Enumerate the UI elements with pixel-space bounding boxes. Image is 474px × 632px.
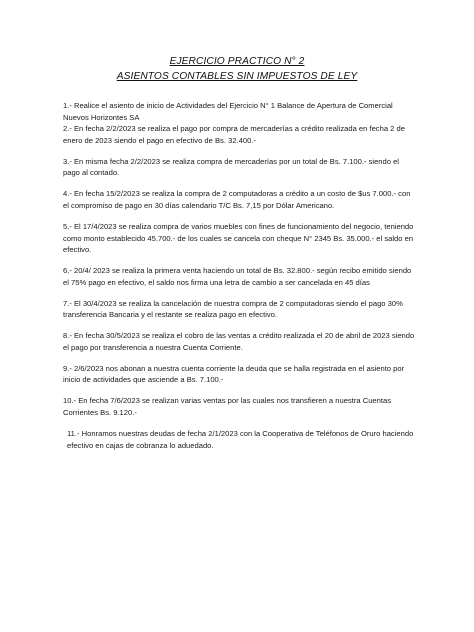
exercise-item-6: 6.- 20/4/ 2023 se realiza la primera venta haciendo un total de Bs. 32.800.- según recibo emitido siendo el 75% pago en efectivo, el saldo nos firma una letra de cambio a ser cancelada en 45 días xyxy=(63,266,412,287)
exercise-item-8: 8.- En fecha 30/5/2023 se realiza el cobro de las ventas a crédito realizada el 20 de abril de 2023 siendo el pago por transferencia a nuestra Cuenta Corriente. xyxy=(63,331,415,352)
exercise-item-4: 4.- En fecha 15/2/2023 se realiza la compra de 2 computadoras a crédito a un costo de $us 7.000.- con el compromiso de pago en 30 días calendario T/C Bs. 7,15 por Dólar Americano. xyxy=(63,189,411,210)
exercise-list xyxy=(63,100,415,461)
document-title-block xyxy=(0,54,474,84)
exercise-item-5: 5.- El 17/4/2023 se realiza compra de varios muebles con fines de funcionamiento del negocio, teniendo como monto establecido 45.700.- de los cuales se cancela con cheque N° 2345 Bs. 35.000.- el saldo en efectivo. xyxy=(63,221,414,255)
exercise-item-9: 9.- 2/6/2023 nos abonan a nuestra cuenta corriente la deuda que se halla registrada en el asiento por inicio de actividades que asciende a Bs. 7.100.- xyxy=(63,363,405,385)
document-title: EJERCICIO PRACTICO N° 2 xyxy=(169,56,305,67)
exercise-item-3: 3.- En misma fecha 2/2/2023 se realiza compra de mercaderías por un total de Bs. 7.100.- siendo el pago al contado. xyxy=(63,156,399,178)
exercise-item-2: 2.- En fecha 2/2/2023 se realiza el pago por compra de mercaderías a crédito realizada en fecha 2 de enero de 2023 siendo el pago en efectivo de Bs. 32.400.- xyxy=(63,124,405,145)
exercise-item-7: 7.- El 30/4/2023 se realiza la cancelación de nuestra compra de 2 computadoras siendo el pago 30% transferencia Bancaria y el restante se realiza pago en efectivo. xyxy=(63,298,403,320)
exercise-item-1: 1.- Realice el asiento de inicio de Actividades del Ejercicio N° 1 Balance de Apertura de Comercial Nuevos Horizontes SA xyxy=(63,101,393,122)
exercise-item-10: 10.- En fecha 7/6/2023 se realizan varias ventas por las cuales nos transfieren a nuestra Cuentas Corrientes Bs. 9.120.- xyxy=(63,396,391,417)
exercise-item-11: 11.- Honramos nuestras deudas de fecha 2/1/2023 con la Cooperativa de Teléfonos de Oruro haciendo efectivo en cajas de cobranza lo aduedado. xyxy=(67,428,414,450)
document-subtitle: ASIENTOS CONTABLES SIN IMPUESTOS DE LEY xyxy=(116,71,358,82)
